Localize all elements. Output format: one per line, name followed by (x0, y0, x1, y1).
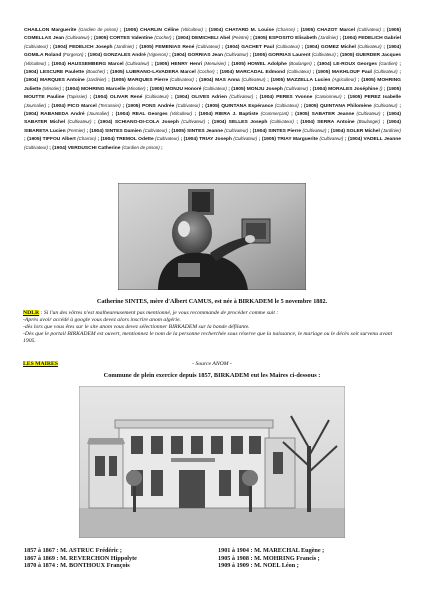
occupation: (Gardien) (378, 60, 398, 66)
name-entry: (1905) CORTES Valentine (Cocher) ; (93, 35, 176, 42)
occupation: (Cultivateur) (67, 119, 92, 125)
ndlr-text-4: -Dès que le portail BIRKADEM est ouvert, mentionnez le nom de la personne recherchée sous réserve que la naissance, le mariage ou le décès soit survenu avant 1905. (23, 331, 393, 344)
name-entry: (1904) TREMOL Odette (Cultivateur) ; (100, 136, 184, 143)
name-entry: (1904) SINTES Damien (Cultivateur) ; (89, 127, 172, 134)
occupation: (Cultivateur) (224, 127, 249, 133)
name-entry: (1904) HAUSSEMBERG Marcel (Cultivateur) ; (51, 60, 155, 67)
occupation: (Cultivateur) (169, 77, 194, 83)
source-label: - Source ANOM - (192, 361, 232, 367)
occupation: (Cultivateur) (373, 102, 398, 108)
name-entry: (1905) QUINTANA Philomène (Cultivateur) ; (304, 102, 401, 109)
name-entry: (1904) DEMICHELI Abel (Peintre) ; (175, 35, 254, 42)
occupation: (Gardien de prison) (78, 27, 118, 32)
name-entry: (1904) SINTES Pierre (Cultivateur) ; (252, 127, 331, 134)
occupation: (Jardinier) (114, 43, 135, 49)
ndlr-text-2: -Après avoir accédé à google vous devez alors inscrire anom algérie. (23, 317, 181, 323)
name-entry: (1905) CHARLIN Céline (Viticulteur) ; (123, 27, 209, 33)
occupation: (Terrassier) (98, 102, 121, 108)
mayor-entry: 1901 à 1904 : M. MARECHAL Eugène ; (218, 547, 325, 554)
name-entry: (1904) SELLES Joseph (Cultivateur) ; (212, 119, 301, 126)
name-entry: (1904) OLIVAR René (Cultivateur) ; (93, 94, 175, 101)
occupation: (Agriculteur) (332, 77, 357, 83)
name-entry: CHAILLON Marguerite (Gardien de prison) ; (24, 27, 124, 33)
occupation: (Cultivateur) (155, 136, 180, 142)
mayor-entry: 1909 à 1909 : M. NOEL Léon ; (218, 562, 299, 570)
portrait-photo (118, 183, 306, 290)
name-entry: (1905) GORRIAS Laurent (Cultivateur) ; (252, 52, 341, 59)
name-entry: (1904) SERRA Antoine (Boulanger) ; (300, 119, 387, 126)
name-entry: (1905) MAKHLOUF Paul (Cultivateur) ; (315, 69, 401, 76)
occupation: () (379, 85, 383, 91)
ndlr-tag: NDLR (23, 310, 40, 316)
mayor-entry: 1870 à 1874 : M. BONTHOUX François (24, 562, 130, 570)
town-hall-photo (79, 386, 345, 538)
name-entry: (1905) MONJU Joseph (Cultivateur) ; (231, 85, 313, 92)
occupation: (Menuisier) (204, 60, 227, 66)
name-entry: (1904) GACHET Paul (Cultivateur) ; (225, 43, 305, 50)
name-entry: (1905) QUINTANA Espérance (Cultivateur) ; (205, 102, 305, 109)
occupation: (Cultivateur) (202, 85, 227, 91)
occupation: (Minotier) (126, 85, 146, 91)
name-entry: (1904) FEDELICH Joseph (Jardinier) ; (53, 43, 140, 50)
occupation: (Cultivateur) (357, 43, 382, 49)
name-entry: (1904) PICO Marcel (Terrassier) ; (51, 102, 127, 109)
occupation: (Cultivateur) (65, 35, 90, 41)
occupation: (Cultivateur) (196, 43, 221, 49)
occupation: (Boulanger) (357, 119, 381, 125)
name-entry: (1904) GOMILA Roland (Forgeron) ; (24, 44, 401, 59)
name-entry: (1905) LUBRANO-LAVADERA Marcel (Cocher) ; (110, 69, 220, 76)
name-entry: (1904) VERDUSCHI Catherine (Gardien de prison) ; (52, 144, 163, 151)
occupation: (Jardinier) (86, 77, 107, 83)
name-entry: (1905) FEMENIAS René (Cultivateur) ; (139, 43, 226, 50)
name-entry: (1904) LESCURE Paulette (Boucher) ; (24, 69, 111, 76)
name-entry: (1905) PONS Andrée (Cultivateur) ; (126, 102, 206, 109)
name-entry: (1905) MARQUES Pierre (Cultivateur) ; (111, 77, 200, 84)
occupation: (Tapissier) (66, 94, 88, 100)
name-entry: (1904) SOLER Michel (Jardinier) ; (24, 127, 402, 143)
name-entry: (1904) FEDELICH Gabriel (Cultivateur) ; (24, 36, 401, 50)
occupation: (Journalier) (24, 102, 47, 108)
mayors-list-right (218, 547, 324, 570)
name-entry: (1905) MONJU Honoré (Cultivateur) ; (149, 85, 232, 92)
occupation: (Cultivateur) (176, 102, 201, 108)
mayor-entry: 1867 à 1869 : M. REVERCHON Hippolyte (24, 554, 137, 562)
name-entry: (1904) MARQUES Antoine (Jardinier) ; (24, 77, 112, 84)
name-entry: (1904) LE-ROUX Georges (Gardien) ; (317, 60, 401, 67)
occupation: (Cultivateur) (302, 127, 327, 133)
occupation: (Jardinier) (318, 35, 339, 41)
occupation: (Charron) (77, 136, 97, 142)
occupation: (Cultivateur) (125, 60, 150, 66)
name-entry: (1905) SINTES Jeanne (Cultivateur) ; (171, 127, 253, 134)
occupation: (Cultivateur) (241, 77, 266, 83)
occupation: (Camionneur) (314, 94, 342, 100)
occupation: (Viticulteur) (24, 60, 47, 66)
occupation: (Cultivateur) (269, 119, 294, 125)
ndlr-note (23, 310, 403, 345)
occupation: (Cultivateur) (357, 27, 381, 32)
occupation: (Cultivateur) (143, 127, 168, 133)
name-entry: (1905) COMELLAS Jean (Cultivateur) ; (24, 28, 401, 42)
occupation: (Jardinier) (381, 127, 402, 133)
name-entry: (1904) MORALES Joséphine () ; (312, 85, 387, 92)
name-entry: (1905) MAZZELLA Lucien (Agriculteur) ; (270, 77, 362, 84)
name-entry: (1904) MAS Anna (Cultivateur) ; (199, 77, 271, 84)
occupation: (Cultivateur) (274, 102, 299, 108)
name-entry: (1904) CHATARD M. Louise (Charron) ; (208, 27, 301, 33)
name-entry: (1904) RIERA J. Baptiste (Commerçant) ; (198, 111, 296, 118)
name-entry: (1905) TRIAY Marguerite (Cultivateur) ; (261, 136, 348, 143)
name-entry: (1904) MARCADAL Edmond (Cultivateur) ; (219, 69, 316, 76)
name-entry: (1904) PERES Yvonne (Camionneur) ; (259, 94, 348, 101)
occupation: (Cultivateur) (373, 69, 398, 75)
occupation: (Cultivateur) (233, 136, 258, 142)
mayor-entry: 1857 à 1867 : M. ASTRUC Frédéric ; (24, 547, 122, 554)
occupation: (Cultivateur) (224, 52, 249, 58)
mayors-list-left (24, 547, 137, 570)
occupation: (Cultivateur) (284, 85, 309, 91)
name-entry: (1905) MOHRING Juliette (Minotier) ; (24, 78, 401, 92)
name-entry: (1904) REAL Georges (Viticulteur) ; (115, 111, 199, 118)
mayor-entry: 1905 à 1908 : M. MOHRING Francis ; (218, 554, 320, 562)
occupation: (Viticulteur) (170, 111, 193, 117)
name-entry: (1904) OLIVES Adrien (Cultivateur) ; (174, 94, 260, 101)
occupation: (Cocher) (197, 69, 215, 75)
name-entry: (1904) SCHIANO-DI-COLA Joseph (Cultivateur) ; (98, 119, 213, 126)
occupation: (Cultivateur) (24, 144, 48, 150)
name-entry: (1905) CHAZOT Marcel (Cultivateur) ; (300, 27, 387, 33)
occupation: (Cultivateur) (286, 69, 311, 75)
photo-caption: Catherine SINTES, mère d'Albert CAMUS, est née à BIRKADEM le 5 novembre 1882. (96, 298, 328, 305)
name-entry: (1905) HOWEL Adolphe (Boulanger) ; (231, 60, 318, 67)
name-entry: (1905) MOUTTE Pauline (Tapissier) ; (24, 86, 401, 101)
name-entry: (1904) VADELL Jeanne (Cultivateur) ; (24, 137, 401, 151)
name-entry: (1904) GOMEZ Michel (Cultivateur) ; (304, 43, 387, 50)
occupation: (Boucher) (85, 69, 106, 75)
occupation: (Fermier) (67, 127, 86, 133)
name-entry: (1905) TIFFOU Albert (Charron) ; (27, 136, 101, 143)
occupation: (Cultivateur) (356, 111, 381, 117)
mayors-heading: Commune de plein exercice depuis 1857, BIRKADEM eut les Maires ci-dessous : (103, 372, 321, 379)
ndlr-text-3: -dès lors que vous êtes sur le site anom vous devez sélectionner BIRKADEM sur la bande défilante. (23, 324, 250, 330)
name-entry: (1904) GONZALES André (Vigneron) ; (87, 52, 173, 59)
name-entry: (1904) GORRIAS Jean (Cultivateur) ; (172, 52, 253, 59)
name-entry: (1904) TRIAY Joseph (Cultivateur) ; (183, 136, 262, 143)
name-entry: (1905) GUERDER Jacques (Viticulteur) ; (24, 53, 402, 67)
name-entry: (1905) PEREZ Isabelle (Journalier) ; (24, 95, 401, 109)
name-entry: (1905) ESPOSITO Elisabeth (Jardinier) ; (253, 35, 343, 42)
occupation: (Gardien de prison) (121, 144, 160, 150)
name-entry: (1904) SIBARETA Lucien (Fermier) ; (24, 120, 401, 134)
ndlr-text-1: : Si l'un des vôtres n'est malheureusement pas mentionné, je vous recommande de procéder comme suit : (39, 310, 279, 316)
occupation: (Peintre) (231, 35, 249, 41)
name-entry: (1905) HENRY Henri (Menuisier) ; (154, 60, 232, 67)
occupation: (Minotier) (42, 85, 62, 91)
occupation: (Commerçant) (260, 111, 289, 117)
occupation: (Cultivateur) (311, 52, 336, 58)
occupation: (Charron) (276, 27, 295, 32)
occupation: (Cultivateur) (319, 136, 344, 142)
occupation: (Forgeron) (62, 52, 84, 58)
name-entry: (1904) RABANEDA André (Journalier) ; (24, 111, 116, 118)
name-entry: (1904) SABATER Michel (Cultivateur) ; (24, 112, 402, 126)
occupation: (Cultivateur) (181, 119, 206, 125)
occupation: (Boulanger) (288, 60, 312, 66)
maires-tag: LES MAIRES (23, 361, 58, 367)
names-paragraph (24, 26, 401, 152)
name-entry: (1905) SABATER Jeanne (Cultivateur) ; (295, 111, 387, 118)
occupation: (Cocher) (154, 35, 172, 41)
occupation: (Viticulteur) (180, 27, 203, 32)
name-entry: (1904) MOHRING Marcelle (Minotier) ; (65, 85, 150, 92)
occupation: (Vigneron) (147, 52, 168, 58)
occupation: (Journalier) (87, 111, 110, 117)
occupation: (Cultivateur) (144, 94, 169, 100)
occupation: (Cultivateur) (229, 94, 254, 100)
occupation: (Cultivateur) (24, 43, 48, 49)
occupation: (Cultivateur) (275, 43, 300, 49)
